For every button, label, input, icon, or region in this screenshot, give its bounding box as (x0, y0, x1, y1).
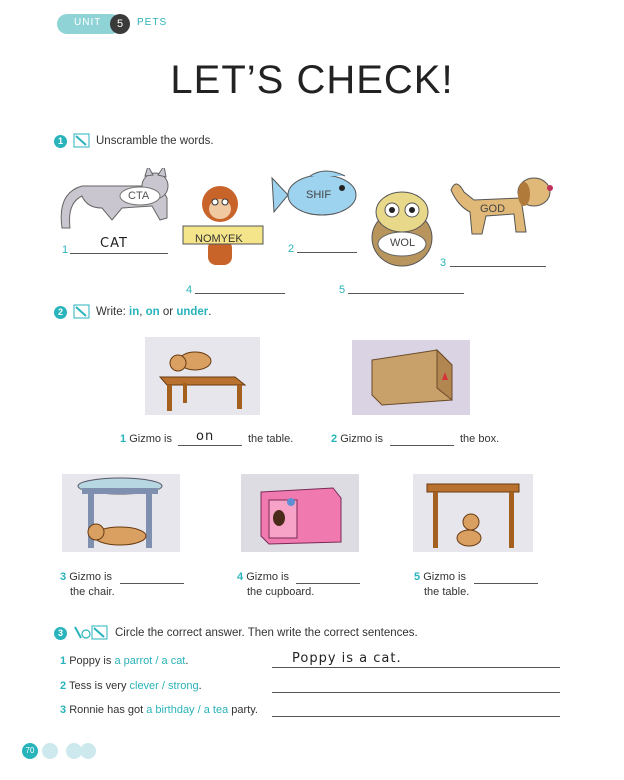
ex3-item-2: 2 Tess is very clever / strong. (60, 680, 202, 692)
ex2-item-3: 3 Gizmo is (60, 571, 112, 583)
ex3-item-1-line[interactable] (272, 667, 560, 668)
ex1-item-1-line[interactable] (70, 253, 168, 254)
ex1-item-1-answer: CAT (100, 236, 128, 251)
exercise-1-number: 1 (54, 135, 67, 148)
scrambled-word-2: NOMYEK (195, 233, 243, 245)
ex1-item-3-line[interactable] (450, 266, 546, 267)
scrambled-word-5: GOD (480, 203, 506, 215)
page-title: LET’S CHECK! (170, 58, 454, 102)
ex2-item-3-end: the chair. (70, 586, 115, 598)
ex2-item-1-answer: on (196, 429, 215, 444)
ex1-item-5-number: 5 (339, 284, 346, 296)
exercise-3-instruction: Circle the correct answer. Then write the correct sentences. (115, 627, 418, 639)
exercise-3-number: 3 (54, 627, 67, 640)
owl-illustration (366, 190, 438, 270)
page-number: 70 (22, 743, 38, 759)
gizmo-under-table-picture (413, 474, 533, 552)
ex2-item-4: 4 Gizmo is (237, 571, 289, 583)
exercise-2-number: 2 (54, 306, 67, 319)
circle-and-pencil-icon (73, 625, 109, 640)
ex1-item-4-line[interactable] (195, 293, 285, 294)
ex2-item-5: 5 Gizmo is (414, 571, 466, 583)
footer-dot (80, 743, 96, 759)
footer-dot (42, 743, 58, 759)
ex3-item-3: 3 Ronnie has got a birthday / a tea party. (60, 704, 258, 716)
ex3-item-1-options[interactable]: a parrot / a cat (114, 655, 186, 667)
gizmo-in-cupboard-picture (241, 474, 359, 552)
ex2-item-1: 1 Gizmo is (120, 433, 172, 445)
ex3-item-3-line[interactable] (272, 716, 560, 717)
ex3-item-1-answer: Poppy is a cat. (292, 651, 402, 666)
ex2-item-2-line[interactable] (390, 445, 454, 446)
cat-illustration (52, 168, 177, 238)
monkey-illustration (180, 182, 270, 272)
ex2-item-5-end: the table. (424, 586, 470, 598)
ex2-item-1-end: the table. (248, 433, 294, 445)
scrambled-word-3: SHIF (306, 189, 332, 201)
ex2-item-2: 2 Gizmo is (331, 433, 383, 445)
unit-number-badge: 5 (110, 14, 130, 34)
ex1-item-2-number: 2 (288, 243, 295, 255)
ex3-item-1: 1 Poppy is a parrot / a cat. (60, 655, 189, 667)
ex3-item-2-options[interactable]: clever / strong (129, 680, 199, 692)
ex2-item-3-line[interactable] (120, 583, 184, 584)
ex2-item-4-end: the cupboard. (247, 586, 315, 598)
ex1-item-1-number: 1 (62, 244, 69, 256)
ex3-item-3-options[interactable]: a birthday / a tea (146, 704, 229, 716)
unit-label: UNIT (74, 17, 102, 28)
pencil-icon (73, 304, 90, 319)
gizmo-in-box-picture (352, 340, 470, 415)
gizmo-under-chair-picture (62, 474, 180, 552)
exercise-2-instruction: Write: in, on or under. (96, 306, 212, 318)
scrambled-word-4: WOL (390, 237, 416, 249)
ex2-item-2-end: the box. (460, 433, 500, 445)
ex1-item-5-line[interactable] (348, 293, 464, 294)
ex1-item-2-line[interactable] (297, 252, 357, 253)
ex2-item-4-line[interactable] (296, 583, 360, 584)
gizmo-on-table-picture (145, 337, 260, 415)
ex2-item-1-line[interactable] (178, 445, 242, 446)
ex1-item-4-number: 4 (186, 284, 193, 296)
scrambled-word-1: CTA (128, 190, 150, 202)
ex3-item-2-line[interactable] (272, 692, 560, 693)
ex2-item-5-line[interactable] (474, 583, 538, 584)
pencil-icon (73, 133, 90, 148)
exercise-1-instruction: Unscramble the words. (96, 135, 214, 147)
ex1-item-3-number: 3 (440, 257, 447, 269)
unit-topic: PETS (137, 17, 168, 28)
